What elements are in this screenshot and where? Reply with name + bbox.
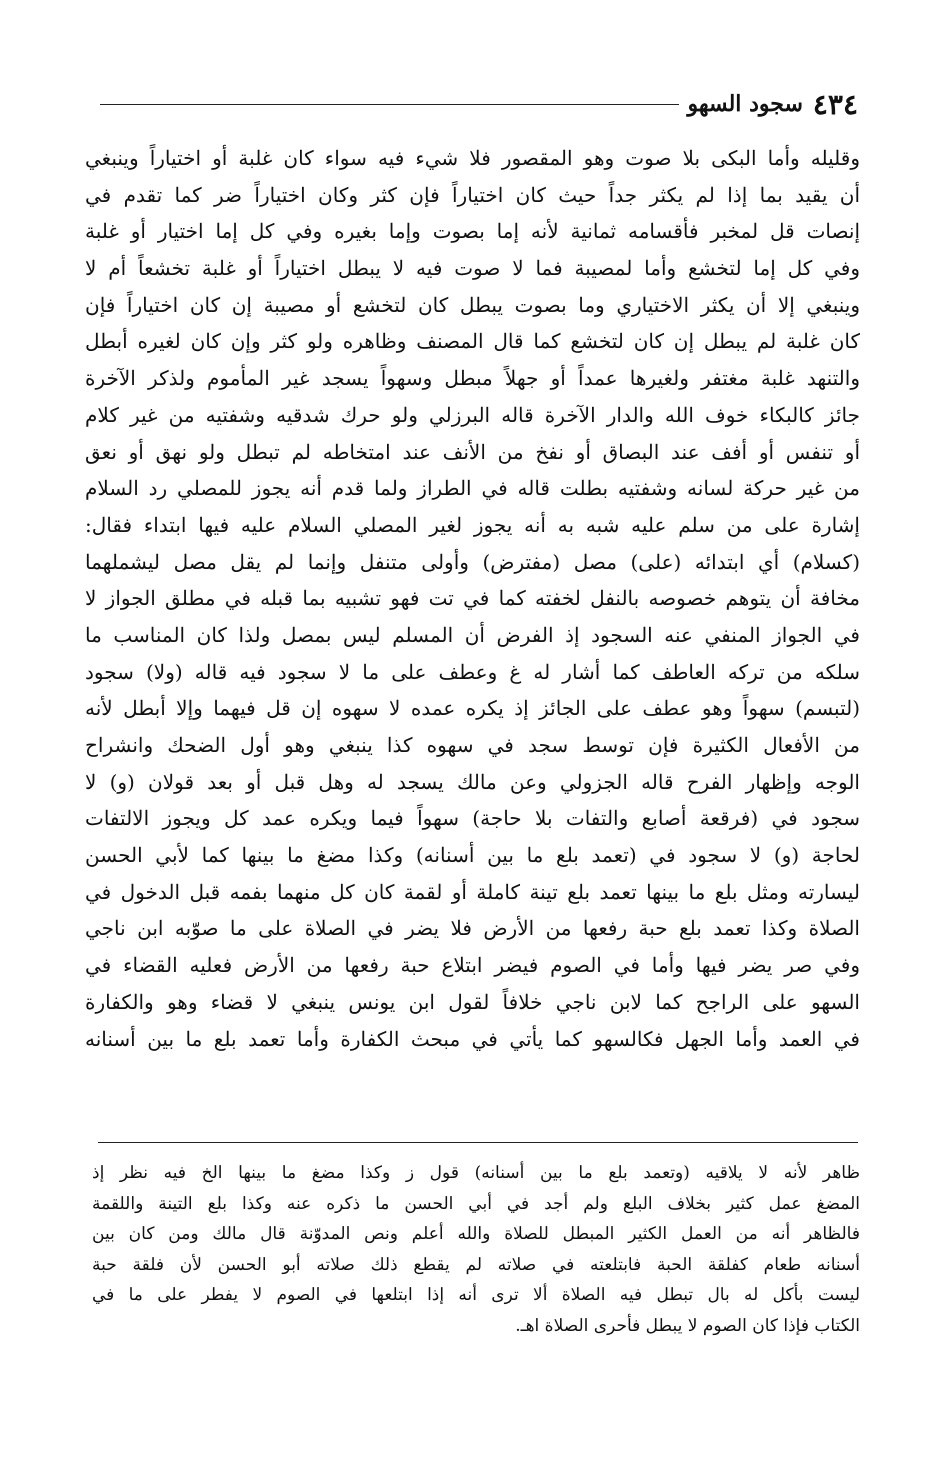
page-number: ٤٣٤ bbox=[812, 87, 858, 121]
text-line: (كسلام) أي ابتدائه (على) مصل (مفترض) وأولى متنفل وإنما لم يقل مصل ليشملهما bbox=[85, 549, 860, 574]
text-line: سلكه من تركه العاطف كما أشار له غ وعطف على ما لا سجود فيه قاله (ولا) سجود bbox=[85, 659, 860, 684]
text-line: أو تنفس أو أفف عند البصاق أو نفخ من الأنف عند امتخاطه لم تبطل ولو نهق أو نعق bbox=[85, 439, 860, 464]
text-line: الوجه وإظهار الفرح قاله الجزولي وعن مالك يسجد له وهل قبل أو بعد قولان (و) لا bbox=[85, 769, 860, 794]
text-line: سجود في (فرقعة أصابع والتفات بلا حاجة) سهواً فيما ويكره عمد كل ويجوز الالتفات bbox=[85, 806, 860, 831]
text-line: وفي صر يضر فيها وأما في الصوم فيضر ابتلاع حبة رفعها من الأرض فعليه القضاء في bbox=[85, 953, 860, 978]
footnote-line: ظاهر لأنه لا يلاقيه (وتعمد بلع ما بين أسنانه) قول ز وكذا مضغ ما بينها الخ فيه نظر إذ bbox=[92, 1163, 860, 1183]
header-rule bbox=[100, 104, 679, 105]
text-line: ليسارته ومثل بلع ما بينها تعمد بلع تينة كاملة أو لقمة كان كل منهما بفمه قبل الدخول في bbox=[85, 879, 860, 904]
text-line: في الجواز المنفي عنه السجود إذ الفرض أن المسلم ليس بمصل ولذا كان المناسب ما bbox=[85, 622, 860, 647]
text-line: مخافة أن يتوهم خصوصه بالنفل لخفته كما في تت فهو تشبيه بما قبله في مطلق الجواز لا bbox=[85, 586, 860, 611]
text-line: إنصات قل لمخبر فأقسامه ثمانية لأنه إما بصوت وإما بغيره وفي كل إما اختيار أو غلبة bbox=[85, 219, 860, 244]
footnote-line: المضغ عمل كثير بخلاف البلع ولم أجد في أبي الحسن ما ذكره عنه وكذا بلع التينة واللقمة bbox=[92, 1193, 860, 1214]
text-line: من الأفعال الكثيرة فإن توسط سجد في سهوه كذا ينبغي وهو أول الضحك وانشراح bbox=[85, 733, 860, 757]
footnotes bbox=[92, 1158, 860, 1341]
text-line: (لتبسم) سهواً وهو عطف على الجائز إذ يكره عمده لا سهوه إن قل فيهما وإلا أبطل لأنه bbox=[85, 696, 860, 721]
text-line: لحاجة (و) لا سجود في (تعمد بلع ما بين أسنانه) وكذا مضغ ما بينها كما لأبي الحسن bbox=[85, 843, 860, 868]
footnote-divider bbox=[98, 1142, 858, 1143]
text-line: وقليله وأما البكى بلا صوت وهو المقصور فلا شيء فيه سواء كان غلبة أو اختياراً وينبغي bbox=[85, 146, 860, 170]
footnote-line: فالظاهر أنه من العمل الكثير المبطل للصلاة والله أعلم ونص المدوّنة قال مالك ومن كان بين bbox=[92, 1224, 860, 1244]
footnote-line: ليست بأكل له بال تبطل فيه الصلاة ألا ترى أنه إذا ابتلعها في الصوم لا يفطر على ما في bbox=[92, 1285, 860, 1305]
text-line: والتنهد غلبة مغتفر ولغيرها عمداً أو جهلاً مبطل وسهواً يسجد غير المأموم ولذكر الآخرة bbox=[85, 366, 860, 391]
text-line: السهو على الراجح كما لابن ناجي خلافاً لقول ابن يونس ينبغي لا قضاء وهو والكفارة bbox=[85, 989, 860, 1014]
main-text bbox=[85, 140, 860, 1057]
page-header bbox=[92, 84, 858, 124]
footnote-line: الكتاب فإذا كان الصوم لا يبطل فأحرى الصلاة اهـ. bbox=[515, 1315, 860, 1336]
text-line: الصلاة وكذا تعمد بلع حبة رفعها من الأرض فلا يضر في الصلاة على ما صوّبه ابن ناجي bbox=[85, 916, 860, 941]
footnote-line: أسنانه طعام كفلقة الحبة فابتلعته في صلاته لم يقطع ذلك صلاته أبو الحسن لأن فلقة حبة bbox=[92, 1254, 860, 1275]
chapter-title: سجود السهو bbox=[687, 91, 803, 117]
text-line: من غير حركة لسانه وشفتيه بطلت قاله في الطراز ولما قدم أنه يجوز للمصلي رد السلام bbox=[85, 476, 860, 501]
text-line: وفي كل إما لتخشع وأما لمصيبة فما لا صوت فيه لا يبطل اختياراً أو غلبة تخشعاً أم لا bbox=[85, 256, 860, 281]
text-line: أن يقيد بما إذا لم يكثر جداً حيث كان اختياراً فإن كثر وكان اختياراً ضر كما تقدم في bbox=[85, 182, 860, 207]
text-line: وينبغي إلا أن يكثر الاختياري وما بصوت يبطل كان لتخشع أو مصيبة إن كان اختياراً فإن bbox=[85, 292, 860, 317]
text-line: إشارة على من سلم عليه شبه به أنه يجوز لغير المصلي السلام عليه فيها ابتداء فقال: bbox=[85, 512, 860, 537]
text-line: في العمد وأما الجهل فكالسهو كما يأتي في مبحث الكفارة وأما تعمد بلع ما بين أسنانه bbox=[85, 1026, 860, 1051]
text-line: كان غلبة لم يبطل إن كان لتخشع كما قال المصنف وظاهره ولو كثر وإن كان لغيره أبطل bbox=[85, 329, 860, 354]
text-line: جائز كالبكاء خوف الله والدار الآخرة قاله البرزلي ولو حرك شدقيه وشفتيه من غير كلام bbox=[85, 402, 860, 427]
